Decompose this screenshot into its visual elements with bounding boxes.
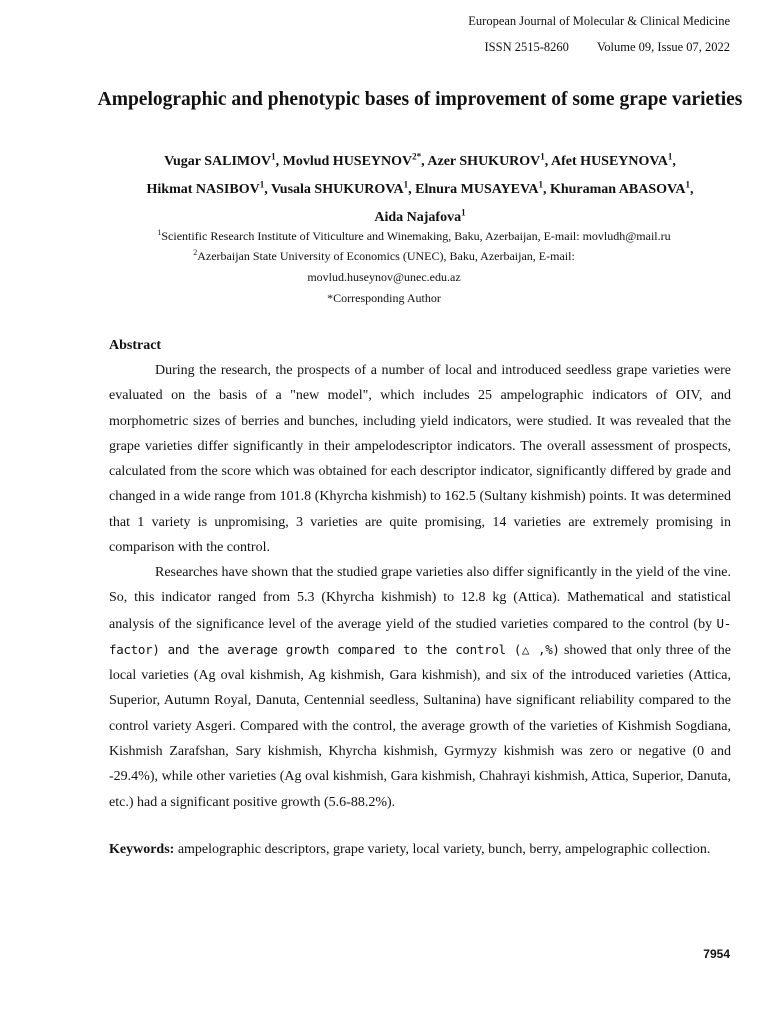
keywords-text: ampelographic descriptors, grape variety, local variety, bunch, berry, ampelographic collection. (174, 842, 711, 857)
author-1: Vugar SALIMOV$^1$, (164, 151, 283, 169)
journal-name: European Journal of Molecular & Clinical Medicine (468, 14, 730, 28)
affiliation-2-email: movlud.huseynov@unec.edu.az (307, 270, 461, 284)
author-9: Aida Najafova$^1$ (374, 207, 466, 225)
volume-issue: Volume 09, Issue 07, 2022 (596, 40, 730, 54)
paper-title: Ampelographic and phenotypic bases of improvement of some grape varieties (97, 89, 743, 110)
affiliation-2: $^2$Azerbaijan State University of Economics (UNEC), Baku, Azerbaijan, E-mail: (193, 248, 575, 263)
corresponding-author-note: *Corresponding Author (327, 291, 441, 305)
author-3: Azer SHUKUROV$^1$, (427, 151, 552, 169)
page-number: 7954 (703, 947, 730, 961)
author-list (100, 148, 740, 232)
abstract-paragraph-2: Researches have shown that the studied grape varieties also differ significantly in the yield of the vine. So, this indicator ranged from 5.3 (Khyrcha kishmish) to 12.8 kg (Attica). Mathematical and statistical analysis of the significance level of the average yield of the studied varieties compared to the control (by U-factor) and the average growth compared to the control (△ ,%) showed that only three of the local varieties (Ag oval kishmish, Ag kishmish, Gara kishmish), and six of the introduced varieties (Attica, Superior, Autumn Royal, Danuta, Centennial seedless, Sultanina) have significant reliability compared to the control variety Asgeri. Compared with the control, the average growth of the varieties of Kishmish Sogdiana, Kishmish Zarafshan, Sary kishmish, Khyrcha kishmish, Gyrmyzy kishmish was zero or negative (0 and -29.4%), while other varieties (Ag oval kishmish, Gara kishmish, Chahrayi kishmish, Attica, Superior, Danuta, etc.) had a significant positive growth (5.6-88.2%). (109, 565, 731, 810)
author-7: Elnura MUSAYEVA$^1$, (415, 179, 550, 197)
author-5: Hikmat NASIBOV$^1$, (146, 179, 271, 197)
author-6: Vusala SHUKUROVA$^1$, (270, 179, 416, 197)
abstract-paragraph-1: During the research, the prospects of a number of local and introduced seedless grape varieties were evaluated on the basis of a "new model", which includes 25 ampelographic indicators of OIV, and morphometric sizes of berries and bunches, including yield indicators, were studied. It was revealed that the grape varieties differ significantly in their ampelodescriptor indicators. The overall assessment of prospects, calculated from the score which was obtained for each descriptor indicator, significantly differed by grade and changed in a wide range from 101.8 (Khyrcha kishmish) to 162.5 (Sultany kishmish) points. It was determined that 1 variety is unpromising, 3 varieties are quite promising, 14 varieties are extremely promising in comparison with the control. (109, 363, 731, 556)
author-2: Movlud $HUSEYNOV^{2*}$, (282, 151, 428, 169)
author-8: Khuraman ABASOVA$^1$, (549, 179, 694, 197)
abstract-heading: Abstract (109, 338, 162, 353)
issn: ISSN 2515-8260 (484, 40, 569, 54)
author-4: Afet HUSEYNOVA$^1$, (551, 151, 676, 169)
keywords-label: Keywords: (109, 842, 175, 857)
issue-info (485, 40, 731, 55)
keywords (109, 837, 731, 862)
formula-text: U-factor) and the average growth compared to the control (△ ,%) (109, 615, 731, 657)
affiliation-1: $^1$Scientific Research Institute of Viticulture and Winemaking, Baku, Azerbaijan, E-mail: movludh@mail.ru (157, 228, 671, 243)
